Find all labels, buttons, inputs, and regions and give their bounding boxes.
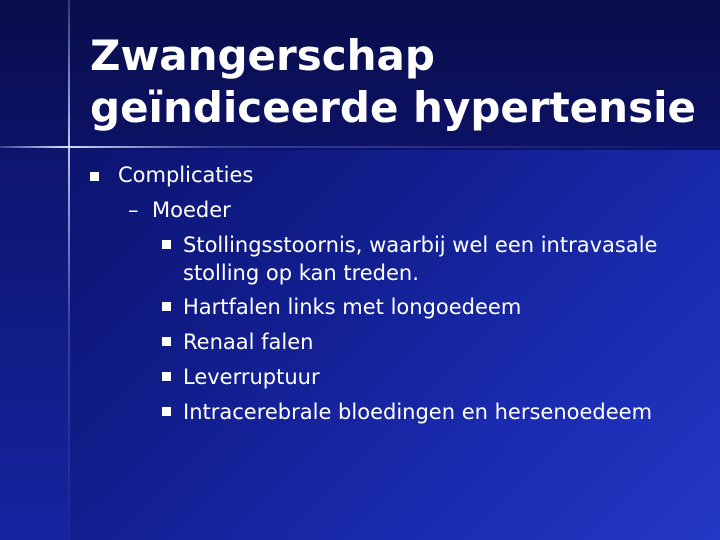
level3-item-1-line-1: Stollingsstoornis, waarbij wel een intravasale	[183, 233, 658, 257]
level3-bullet-icon	[162, 372, 171, 381]
level3-bullet-icon	[162, 407, 171, 416]
level3-item-5: Intracerebrale bloedingen en hersenoedeem	[183, 400, 653, 424]
level3-bullet-icon	[162, 302, 171, 311]
level2-dash: –	[128, 198, 139, 222]
level3-item-2: Hartfalen links met longoedeem	[183, 295, 522, 319]
title-line-2: geïndiceerde hypertensie	[90, 83, 696, 132]
level3-bullet-icon	[162, 337, 171, 346]
level3-item-4: Leverruptuur	[183, 365, 320, 389]
level3-item-1-line-2: stolling op kan treden.	[183, 261, 419, 285]
level1-item: Complicaties	[118, 163, 254, 187]
title-line-1: Zwangerschap	[90, 31, 435, 80]
level3-item-3: Renaal falen	[183, 330, 314, 354]
level1-bullet-icon	[90, 172, 99, 181]
level2-item: Moeder	[152, 198, 231, 222]
level3-bullet-icon	[162, 240, 171, 249]
